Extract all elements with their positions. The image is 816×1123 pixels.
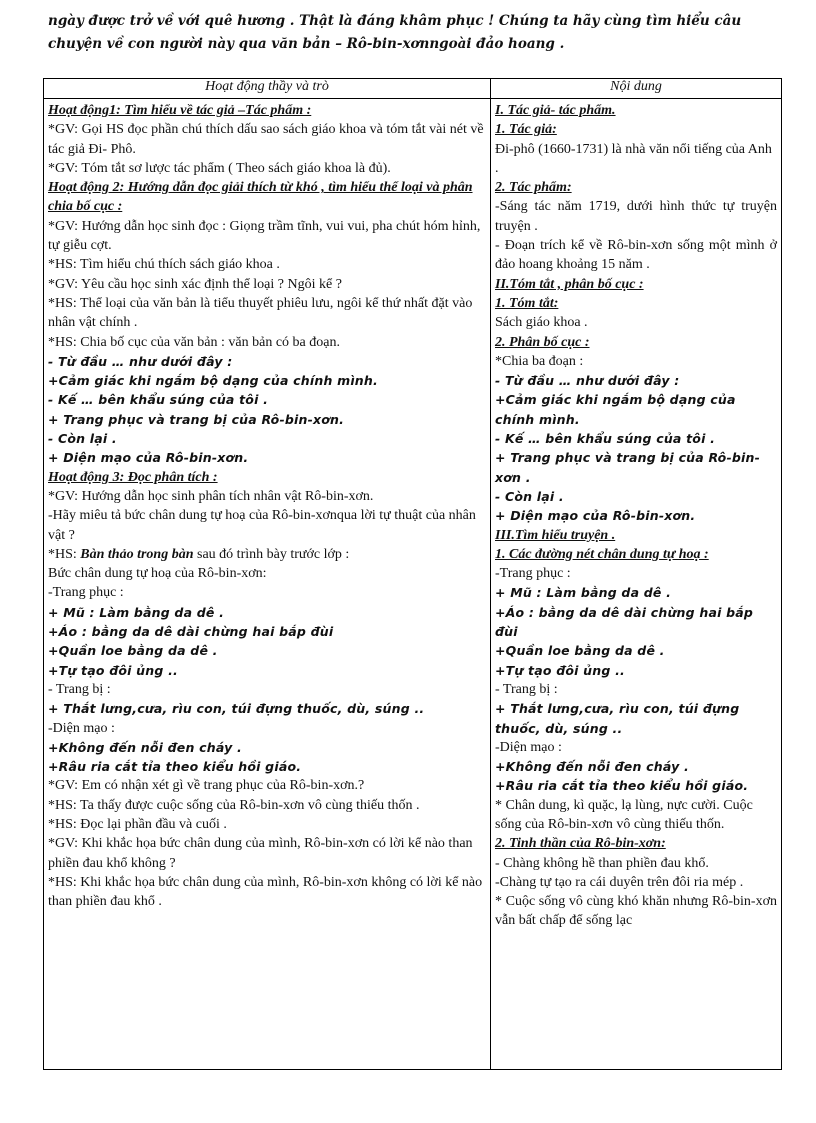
content-line: -Trang phục : [495, 566, 571, 582]
content-line: +Không đến nỗi đen cháy . [495, 759, 689, 775]
content-line: - Đoạn trích kể về Rô-bin-xơn sống một mình ở đảo hoang khoảng 15 năm . [495, 238, 777, 273]
activity-line: -Trang phục : [48, 585, 124, 601]
activity-line: Bức chân dung tự hoạ của Rô-bin-xơn: [48, 566, 267, 582]
header-content: Nội dung [491, 79, 782, 99]
content-line: +Quần loe bằng da dê . [495, 643, 665, 659]
content-line: II.Tóm tắt , phân bố cục : [495, 276, 644, 292]
activity-line: -Diện mạo : [48, 720, 115, 736]
activity-line: *HS: Ta thấy được cuộc sống của Rô-bin-xơn vô cùng thiếu thốn . [48, 797, 420, 813]
activity-line: +Không đến nỗi đen cháy . [48, 739, 242, 755]
content-line: 2. Phân bố cục : [495, 334, 590, 350]
content-line: - Còn lại . [495, 488, 564, 504]
content-line: *Chia ba đoạn : [495, 353, 584, 369]
content-line: 2. Tác phẩm: [495, 180, 572, 196]
activity-line: Hoạt động 2: Hướng dẫn đọc giải thích từ khó , tìm hiểu thể loại và phân chia bố cục : [48, 180, 473, 215]
activity-line: *HS: Chia bố cục của văn bản : văn bản có ba đoạn. [48, 334, 340, 350]
activity-line: *HS: Khi khắc họa bức chân dung của mình, Rô-bin-xơn không có lời kể nào than phiền đau khổ . [48, 874, 483, 910]
content-line: + Diện mạo của Rô-bin-xơn. [495, 508, 696, 524]
activity-line: *GV: Khi khắc họa bức chân dung của mình, Rô-bin-xơn có lời kể nào than phiền đau khổ không ? [48, 836, 473, 871]
activity-line: *HS: Tìm hiểu chú thích sách giáo khoa . [48, 257, 280, 273]
activity-line: + Thắt lưng,cưa, rìu con, túi đựng thuốc, dù, súng .. [48, 701, 425, 717]
activity-line: *GV: Em có nhận xét gì về trang phục của Rô-bin-xơn.? [48, 778, 365, 794]
activity-line: -Hãy miêu tả bức chân dung tự hoạ của Rô-bin-xơnqua lời tự thuật của nhân vật ? [48, 508, 476, 543]
content-line: I. Tác giả- tác phẩm. [495, 103, 616, 118]
activity-line: +Áo : bằng da dê dài chừng hai bắp đùi [48, 624, 334, 640]
content-line: - Chàng không hề than phiền đau khổ. [495, 855, 709, 871]
content-line: +Râu ria cắt tỉa theo kiểu hồi giáo. [495, 778, 749, 794]
activity-line: *GV: Gọi HS đọc phần chú thích dấu sao sách giáo khoa và tóm tắt vài nét về tác giả Đi- Phô. [48, 122, 484, 157]
content-line: 1. Các đường nét chân dung tự hoạ : [495, 546, 709, 562]
content-line: 1. Tác giả: [495, 122, 557, 138]
content-line: + Thắt lưng,cưa, rìu con, túi đựng thuốc, dù, súng .. [495, 701, 740, 736]
activity-line: Hoạt động1: Tìm hiểu về tác giả –Tác phẩm : [48, 103, 312, 118]
content-line: -Sáng tác năm 1719, dưới hình thức tự truyện truyện . [495, 199, 777, 234]
activity-line: +Quần loe bằng da dê . [48, 643, 218, 659]
activity-line: *GV: Hướng dẫn học sinh đọc : Giọng trầm tĩnh, vui vui, pha chút hóm hỉnh, tự giễu cợt. [48, 218, 481, 254]
activity-line: *HS: Thể loại của văn bản là tiểu thuyết phiêu lưu, ngôi kể thứ nhất đặt vào nhân vật chính . [48, 295, 473, 331]
activity-line: + Trang phục và trang bị của Rô-bin-xơn. [48, 411, 345, 427]
content-line: - Kế … bên khẩu súng của tôi . [495, 431, 716, 447]
intro-line-1: ngày được trở về với quê hương . Thật là đáng khâm phục ! Chúng ta hãy cùng tìm hiểu câu [48, 13, 742, 29]
content-line: - Từ đầu … như dưới đây : [495, 373, 680, 389]
content-line: + Trang phục và trang bị của Rô-bin-xơn . [495, 450, 760, 485]
content-line: 1. Tóm tắt: [495, 295, 559, 311]
content-line: Đi-phô (1660-1731) là nhà văn nổi tiếng của Anh . [495, 141, 772, 176]
activity-line: *GV: Hướng dẫn học sinh phân tích nhân vật Rô-bin-xơn. [48, 488, 374, 504]
activity-line: *GV: Yêu cầu học sinh xác định thể loại ? Ngôi kể ? [48, 276, 342, 292]
activities-column [44, 99, 491, 1070]
content-line: III.Tìm hiểu truyện . [495, 527, 616, 543]
activity-line: *GV: Tóm tắt sơ lược tác phẩm ( Theo sách giáo khoa là đủ). [48, 160, 391, 176]
activity-line: + Diện mạo của Rô-bin-xơn. [48, 450, 249, 466]
content-column [491, 99, 782, 1070]
content-line: * Chân dung, kì quặc, lạ lùng, nực cười. Cuộc sống của Rô-bin-xơn vô cùng thiếu thốn. [495, 797, 753, 832]
content-line: +Cảm giác khi ngắm bộ dạng của chính mình. [495, 392, 736, 427]
content-line: + Mũ : Làm bằng da dê . [495, 585, 672, 601]
activity-line: Hoạt động 3: Đọc phân tích : [48, 469, 218, 485]
content-line: - Trang bị : [495, 681, 558, 697]
activity-line: +Tự tạo đôi ủng .. [48, 662, 178, 678]
table-header-row [44, 79, 782, 99]
intro-paragraph [48, 10, 778, 56]
content-line: +Tự tạo đôi ủng .. [495, 662, 625, 678]
content-line: * Cuộc sống vô cùng khó khăn nhưng Rô-bin-xơn vẫn bất chấp để sống lạc [495, 894, 777, 929]
table-body-row [44, 99, 782, 1070]
activity-line: *HS: Đọc lại phần đầu và cuối . [48, 816, 227, 832]
activity-line: +Râu ria cắt tỉa theo kiểu hồi giáo. [48, 759, 302, 775]
content-line: +Áo : bằng da dê dài chừng hai bắp đùi [495, 604, 754, 640]
content-line: -Chàng tự tạo ra cái duyên trên đôi ria mép . [495, 874, 744, 890]
activity-line: - Từ đầu … như dưới đây : [48, 353, 233, 369]
activity-line: + Mũ : Làm bằng da dê . [48, 604, 225, 620]
content-line: 2. Tinh thần của Rô-bin-xơn: [495, 836, 666, 852]
content-line: -Diện mạo : [495, 739, 562, 755]
content-line: Sách giáo khoa . [495, 315, 588, 331]
activity-line: +Cảm giác khi ngắm bộ dạng của chính mình. [48, 373, 378, 389]
activity-line: - Kế … bên khẩu súng của tôi . [48, 392, 269, 408]
activity-line: - Còn lại . [48, 431, 117, 447]
activity-line: - Trang bị : [48, 681, 111, 697]
activity-line: *HS: Bàn thảo trong bàn sau đó trình bày trước lớp : [48, 546, 350, 562]
intro-line-2: chuyện về con người này qua văn bản – Rô-bin-xơnngoài đảo hoang . [48, 36, 565, 52]
lesson-table [43, 78, 782, 1070]
header-teacher-student: Hoạt động thầy và trò [44, 79, 491, 99]
